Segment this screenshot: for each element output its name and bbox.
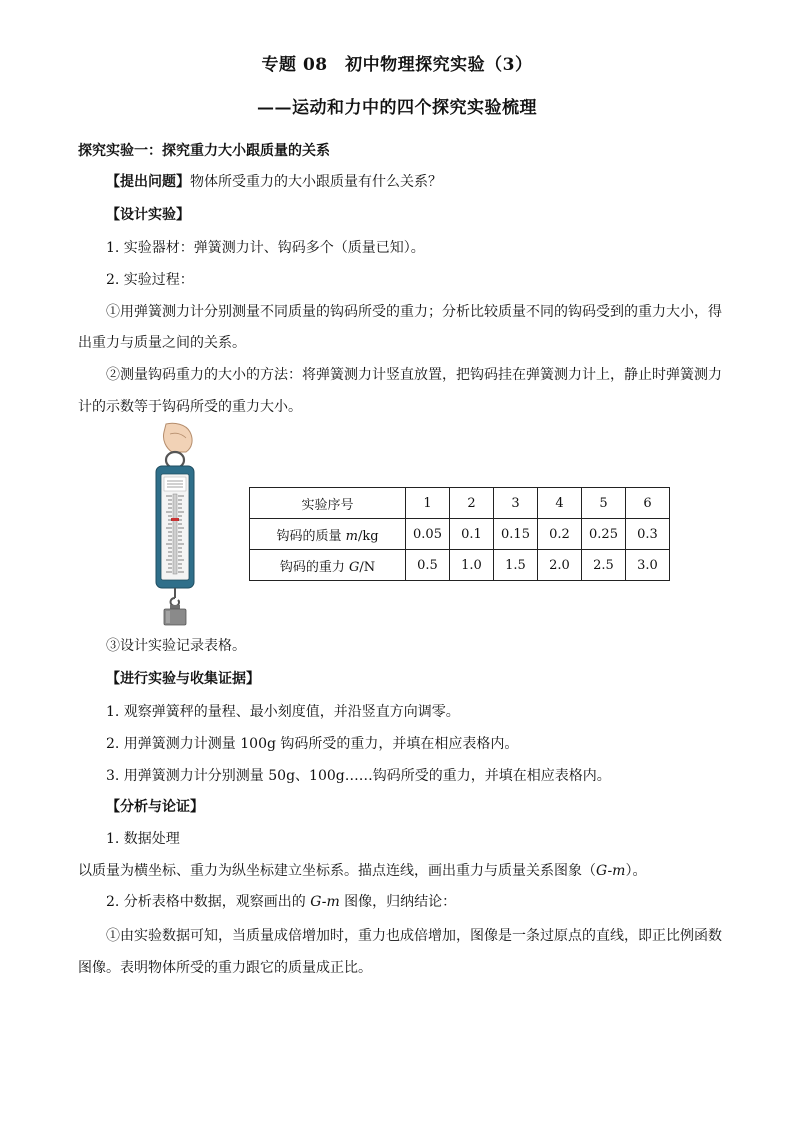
table-row — [250, 519, 670, 550]
table-cell: 2.0 — [538, 550, 582, 581]
analysis-item-2-pre: 2. 分析表格中数据，观察画出的 — [106, 894, 311, 910]
spring-scale-illustration — [136, 422, 214, 627]
collect-item-3: 3. 用弹簧测力计分别测量 50g、100g……钩码所受的重力，并填在相应表格内。 — [106, 768, 611, 784]
collect-item-1: 1. 观察弹簧秤的量程、最小刻度值，并沿竖直方向调零。 — [106, 704, 460, 720]
table-cell: 1.5 — [494, 550, 538, 581]
step-1-line-1: ①用弹簧测力计分别测量不同质量的钩码所受的重力；分析比较质量不同的钩码受到的重力大小，得 — [106, 304, 722, 320]
scale-pointer-icon — [171, 518, 179, 521]
question-label: 【提出问题】 — [106, 174, 190, 190]
weight-label-var: G — [348, 559, 360, 575]
section-heading: 探究实验一：探究重力大小跟质量的关系 — [78, 143, 330, 159]
weight-label-text: 钩码的重力 — [279, 559, 349, 575]
table-cell: 0.2 — [538, 519, 582, 550]
table-row — [250, 488, 670, 519]
table-header-cell: 实验序号 — [250, 488, 406, 519]
table-row — [250, 550, 670, 581]
conclusion-line-2: 图像。表明物体所受的重力跟它的质量成正比。 — [78, 960, 372, 976]
analysis-text-1-var: G-m — [596, 863, 626, 879]
analysis-text-1-pre: 以质量为横坐标、重力为纵坐标建立坐标系。描点连线，画出重力与质量关系图象（ — [78, 863, 596, 879]
collect-item-2: 2. 用弹簧测力计测量 100g 钩码所受的重力，并填在相应表格内。 — [106, 736, 519, 752]
table-cell: 0.15 — [494, 519, 538, 550]
table-cell: 0.25 — [582, 519, 626, 550]
collect-label: 【进行实验与收集证据】 — [106, 671, 260, 687]
step-2-line-1: ②测量钩码重力的大小的方法：将弹簧测力计竖直放置，把钩码挂在弹簧测力计上，静止时弹簧测力 — [106, 367, 722, 383]
page-title: 专题 08 初中物理探究实验（3） — [261, 55, 533, 75]
analysis-item-2-post: 图像，归纳结论： — [339, 894, 457, 910]
step-2-line-2: 计的示数等于钩码所受的重力大小。 — [78, 399, 302, 415]
table-cell: 0.1 — [450, 519, 494, 550]
mass-label-unit: /kg — [357, 528, 379, 544]
design-item-2: 2. 实验过程： — [106, 272, 194, 288]
design-label: 【设计实验】 — [106, 207, 190, 223]
table-header-cell — [250, 519, 406, 550]
table-cell: 2 — [450, 488, 494, 519]
design-item-1: 1. 实验器材：弹簧测力计、钩码多个（质量已知）。 — [106, 240, 425, 256]
question-text: 物体所受重力的大小跟质量有什么关系？ — [190, 174, 442, 190]
table-cell: 1 — [406, 488, 450, 519]
mass-label-text: 钩码的质量 — [276, 528, 346, 544]
analysis-text-1-post: ）。 — [625, 863, 647, 879]
page-subtitle: ——运动和力中的四个探究实验梳理 — [257, 98, 537, 118]
analysis-item-2-var: G-m — [310, 894, 340, 910]
data-table — [249, 487, 670, 581]
weight-label-unit: /N — [359, 559, 376, 575]
table-cell: 3.0 — [626, 550, 670, 581]
table-cell: 0.3 — [626, 519, 670, 550]
analysis-item-2 — [106, 892, 456, 912]
table-header-cell — [250, 550, 406, 581]
analysis-text-1 — [78, 861, 646, 881]
question-paragraph — [106, 172, 442, 192]
table-cell: 2.5 — [582, 550, 626, 581]
analysis-item-1: 1. 数据处理 — [106, 831, 180, 847]
table-cell: 6 — [626, 488, 670, 519]
step-1-line-2: 出重力与质量之间的关系。 — [78, 335, 246, 351]
table-cell: 0.05 — [406, 519, 450, 550]
conclusion-line-1: ①由实验数据可知，当质量成倍增加时，重力也成倍增加，图像是一条过原点的直线，即正比例函数 — [106, 928, 722, 944]
step-3: ③设计实验记录表格。 — [106, 638, 246, 654]
table-cell: 1.0 — [450, 550, 494, 581]
analysis-label: 【分析与论证】 — [106, 799, 204, 815]
table-cell: 0.5 — [406, 550, 450, 581]
table-cell: 4 — [538, 488, 582, 519]
table-cell: 5 — [582, 488, 626, 519]
table-cell: 3 — [494, 488, 538, 519]
hook-icon — [171, 598, 180, 606]
hand-icon — [163, 423, 192, 452]
mass-label-var: m — [345, 528, 358, 544]
